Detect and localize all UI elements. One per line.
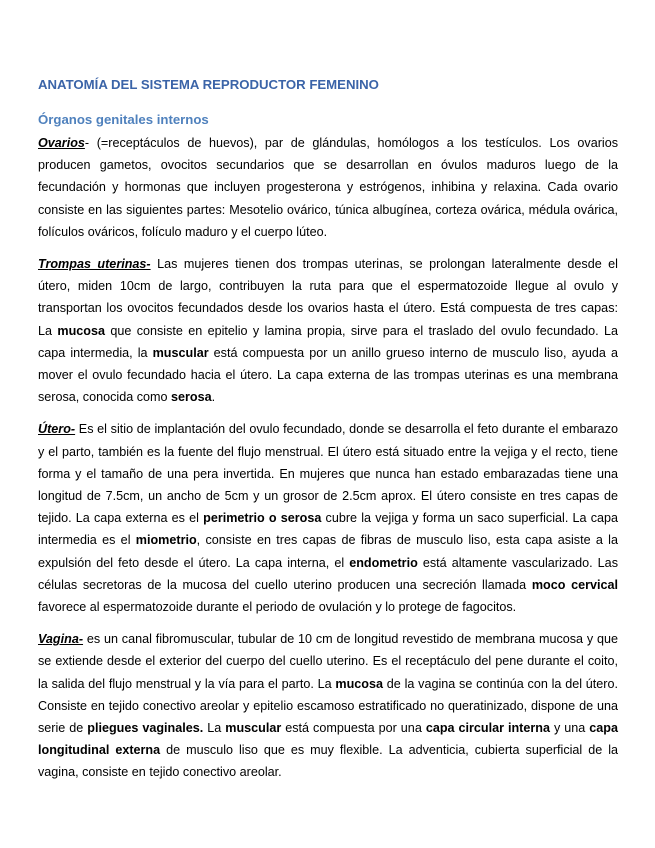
body-text: Es el sitio de implantación del ovulo fecundado, donde se desarrolla el feto durante el embarazo y el parto, también es la fuente del flujo menstrual. El útero está situado entre la vejiga y el recto, tiene forma y el tamaño de una pera invertida. En mujeres que nunca han estado embarazadas tiene una longitud de 7.5cm, un ancho de 5cm y un grosor de 2.5cm aprox. El útero consiste en tres capas de tejido. La capa externa es el	[38, 422, 618, 526]
section-heading: Órganos genitales internos	[38, 112, 209, 127]
term-heading: Trompas uterinas-	[38, 257, 151, 272]
body-text: - (=receptáculos de huevos), par de glándulas, homólogos a los testículos. Los ovarios producen gametos, ovocitos secundarios que se desarrollan en óvulos maduros luego de la fecundación y hormonas que incluyen progesterona y estrógenos, inhibina y relaxina. Cada ovario consiste en las siguientes partes: Mesotelio ovárico, túnica albugínea, corteza ovárica, médula ovárica, folículos ováricos, folículo maduro y el cuerpo lúteo.	[38, 136, 618, 239]
term-heading: Ovarios	[38, 136, 85, 150]
body-text: y una	[549, 721, 590, 736]
body-text: de la vagina se continúa con la del útero. Consiste en tejido conectivo areolar y epitelio escamoso estratificado no queratinizado, dispone de una serie de	[38, 676, 618, 736]
body-text: de musculo liso que es muy flexible. La adventicia, cubierta superficial de la vagina, consiste en tejido conectivo areolar.	[38, 743, 618, 780]
bold-term: serosa	[171, 390, 212, 405]
document-title: ANATOMÍA DEL SISTEMA REPRODUCTOR FEMENINO	[38, 77, 379, 92]
bold-term: endometrio	[349, 555, 418, 570]
bold-term: perimetrio o serosa	[203, 511, 322, 526]
body-text: Las mujeres tienen dos trompas uterinas, se prolongan lateralmente desde el útero, miden 10cm de largo, contribuyen la ruta para que el espermatozoide llegue al ovulo y transportan los ovocitos fecundados desde los ovarios hasta el útero. Está compuesta de tres capas: La	[38, 257, 618, 338]
bold-term: mucosa	[335, 676, 384, 691]
bold-term: muscular	[225, 721, 282, 736]
paragraph-utero	[38, 418, 618, 618]
body-text: está compuesta por un anillo grueso interno de musculo liso, ayuda a mover el ovulo fecundado hacia el útero. La capa externa de las trompas uterinas es una membrana serosa, conocida como	[38, 345, 618, 405]
paragraph-ovarios	[38, 132, 618, 243]
term-heading: Útero-	[38, 422, 76, 437]
bold-term: pliegues vaginales.	[87, 721, 204, 736]
body-text: La	[203, 721, 226, 736]
body-text: favorece al espermatozoide durante el periodo de ovulación y lo protege de fagocitos.	[38, 600, 517, 615]
paragraph-vagina	[38, 628, 618, 783]
document-page	[38, 76, 618, 794]
term-heading: Vagina-	[38, 632, 84, 647]
document-body	[38, 132, 618, 784]
body-text: está compuesta por una	[281, 721, 426, 736]
bold-term: muscular	[152, 345, 209, 360]
body-text: está altamente vascularizado. Las células secretoras de la mucosa del cuello uterino producen una secreción llamada	[38, 555, 618, 592]
body-text: es un canal fibromuscular, tubular de 10 cm de longitud revestido de membrana mucosa y que se extiende desde el exterior del cuerpo del cuello uterino. Es el receptáculo del pene durante el coito, la salida del flujo menstrual y la vía para el parto. La	[38, 632, 618, 691]
bold-term: moco cervical	[531, 577, 618, 592]
bold-term: mucosa	[57, 323, 105, 338]
bold-term: miometrio	[135, 533, 197, 548]
bold-term: capa circular interna	[425, 721, 550, 736]
body-text: que consiste en epitelio y lamina propia, sirve para el traslado del ovulo fecundado. La capa intermedia, la	[38, 323, 618, 360]
bold-term: capa longitudinal externa	[38, 721, 618, 758]
body-text: .	[211, 390, 216, 405]
paragraph-trompas-uterinas	[38, 253, 618, 408]
body-text: cubre la vejiga y forma un saco superficial. La capa intermedia es el	[38, 511, 618, 548]
body-text: , consiste en tres capas de fibras de musculo liso, esta capa asiste a la expulsión del feto desde el útero. La capa interna, el	[38, 533, 618, 570]
